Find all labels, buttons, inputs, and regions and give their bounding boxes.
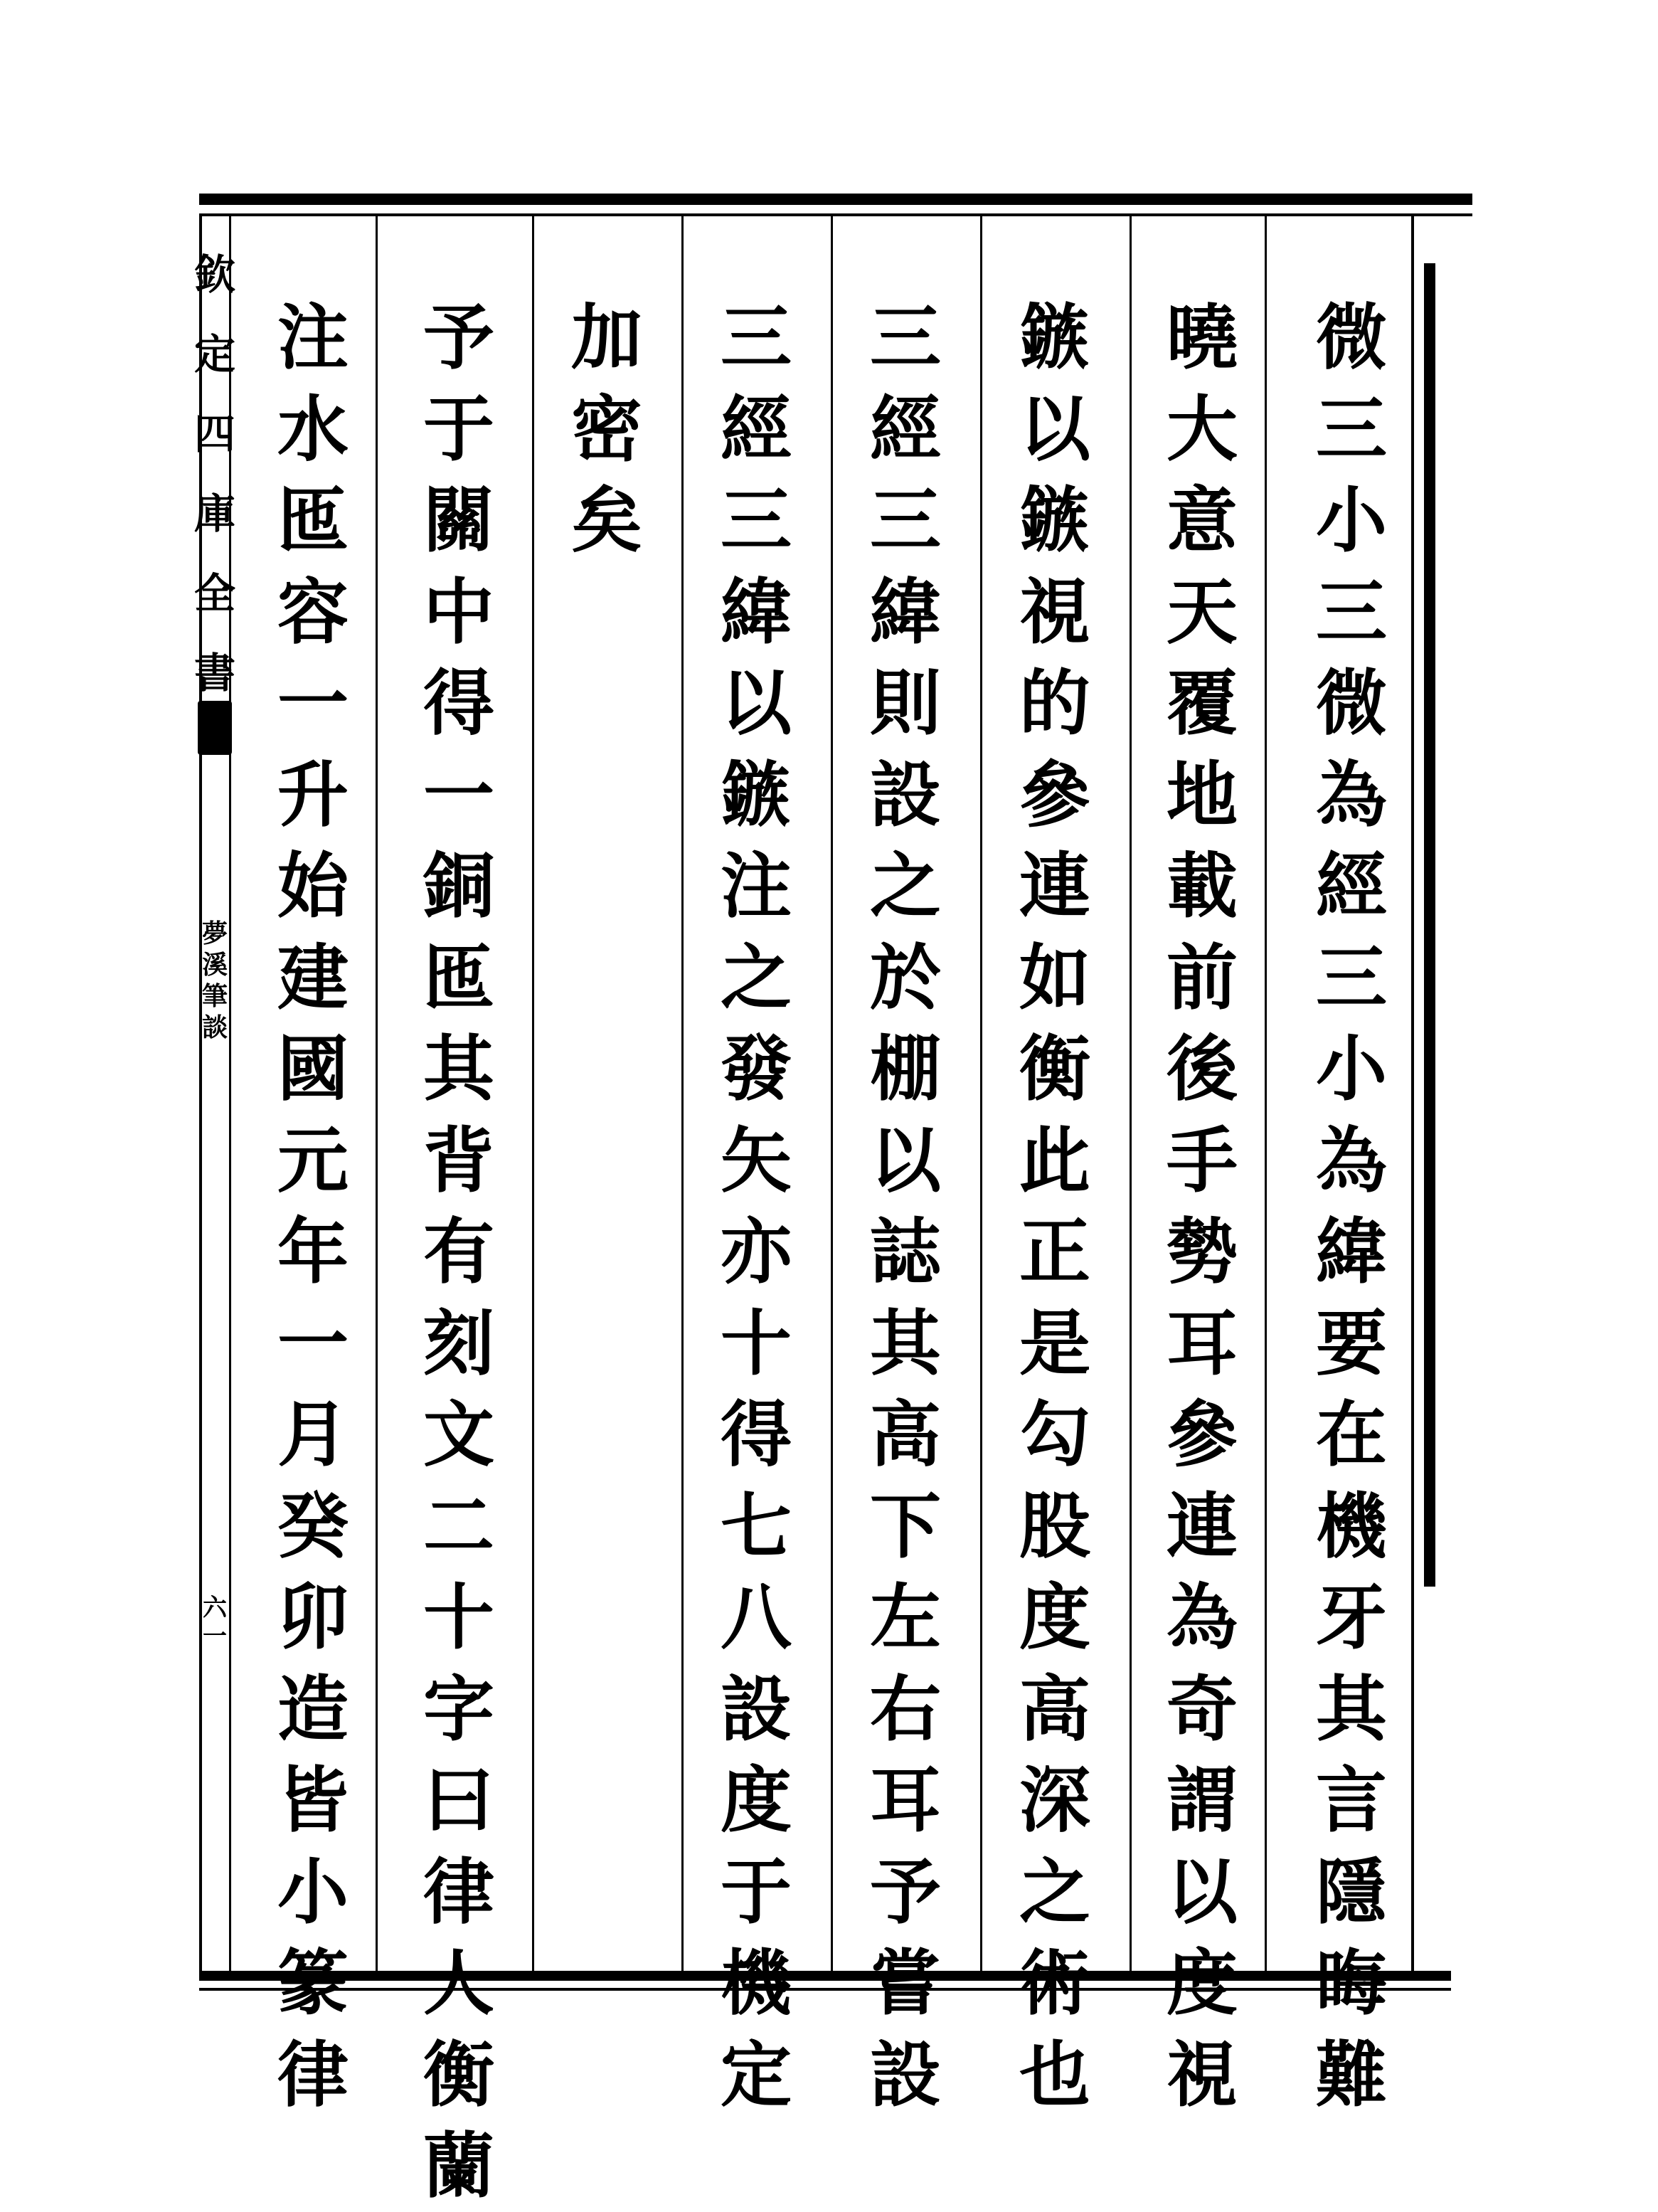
character: 中 xyxy=(423,569,494,654)
character: 全 xyxy=(194,569,236,618)
text-column-2 xyxy=(1156,292,1248,2120)
character: 覆 xyxy=(1167,661,1238,745)
character: 設 xyxy=(721,1666,792,1751)
character: 定 xyxy=(721,2032,792,2117)
character: 始 xyxy=(277,844,349,928)
character: 字 xyxy=(423,1666,494,1751)
character: 左 xyxy=(870,1575,941,1659)
column-divider xyxy=(681,216,684,1971)
character: 有 xyxy=(423,1210,494,1293)
character: 大 xyxy=(1167,386,1238,471)
character: 地 xyxy=(1167,752,1238,837)
character: 注 xyxy=(277,295,349,379)
character: 緯 xyxy=(1316,1210,1387,1293)
character: 以 xyxy=(870,1118,941,1202)
character: 小 xyxy=(277,1849,349,1934)
column-divider xyxy=(532,216,534,1971)
character: 得 xyxy=(721,1392,792,1476)
character: 如 xyxy=(1019,935,1090,1020)
character: 月 xyxy=(277,1392,349,1476)
character: 背 xyxy=(423,1118,494,1202)
character: 牙 xyxy=(1316,1575,1387,1659)
character: 隱 xyxy=(1316,1849,1387,1934)
character: 于 xyxy=(423,386,494,471)
character: 為 xyxy=(1316,752,1387,837)
character: 衡 xyxy=(423,2032,494,2117)
character: 為 xyxy=(1167,1575,1238,1659)
character: 晦 xyxy=(1316,1941,1387,2025)
character: 矢 xyxy=(721,1118,792,1202)
top-border-thick xyxy=(199,194,1472,205)
character: 經 xyxy=(721,386,792,471)
column-divider xyxy=(376,216,378,1971)
character: 欽 xyxy=(194,250,236,299)
character: 文 xyxy=(423,1392,494,1476)
character: 得 xyxy=(423,661,494,745)
character: 股 xyxy=(1019,1483,1090,1568)
character: 一 xyxy=(423,752,494,837)
character: 曰 xyxy=(423,1758,494,1842)
character: 其 xyxy=(423,1027,494,1111)
margin-header xyxy=(194,235,236,713)
character: 予 xyxy=(423,295,494,379)
character: 載 xyxy=(1167,844,1238,928)
text-column-4 xyxy=(859,292,952,2120)
character: 正 xyxy=(1019,1210,1090,1293)
character: 談 xyxy=(201,1012,228,1042)
character: 度 xyxy=(1167,1941,1238,2025)
margin-book-title xyxy=(201,918,229,1043)
character: 微 xyxy=(1316,295,1387,379)
character: 三 xyxy=(1316,569,1387,654)
character: 小 xyxy=(1316,1027,1387,1111)
character: 予 xyxy=(870,1849,941,1934)
character: 銅 xyxy=(423,844,494,928)
character: 勢 xyxy=(1167,1210,1238,1293)
character: 七 xyxy=(721,1483,792,1568)
character: 國 xyxy=(277,1027,349,1111)
character: 緯 xyxy=(870,569,941,654)
character: 發 xyxy=(721,1027,792,1111)
character: 三 xyxy=(721,295,792,379)
character: 高 xyxy=(1019,1666,1090,1751)
character: 其 xyxy=(1316,1666,1387,1751)
character: 之 xyxy=(721,935,792,1020)
right-border-thin xyxy=(1411,213,1414,1978)
character: 密 xyxy=(571,386,642,471)
character: 深 xyxy=(1019,1758,1090,1842)
text-column-3 xyxy=(1009,292,1101,2120)
character: 此 xyxy=(1019,1118,1090,1202)
character: 一 xyxy=(277,661,349,745)
character: 棚 xyxy=(870,1027,941,1111)
character: 關 xyxy=(423,478,494,562)
top-border-thin xyxy=(199,213,1472,216)
character: 造 xyxy=(277,1666,349,1751)
character: 升 xyxy=(277,752,349,837)
character: 視 xyxy=(1167,2032,1238,2117)
character: 元 xyxy=(277,1118,349,1202)
column-divider xyxy=(1265,216,1267,1971)
character: 微 xyxy=(1316,661,1387,745)
bottom-border-thin xyxy=(199,1988,1451,1991)
character: 其 xyxy=(870,1301,941,1385)
character: 謂 xyxy=(1167,1758,1238,1842)
character: 四 xyxy=(194,410,236,458)
text-column-5 xyxy=(710,292,802,2120)
character: 于 xyxy=(721,1849,792,1934)
right-border-thick xyxy=(1424,263,1435,1587)
character: 加 xyxy=(571,295,642,379)
character: 夢 xyxy=(201,919,228,948)
character: 度 xyxy=(721,1758,792,1842)
character: 天 xyxy=(1167,569,1238,654)
column-divider xyxy=(1130,216,1132,1971)
character: 以 xyxy=(1019,386,1090,471)
character: 以 xyxy=(721,661,792,745)
character: 三 xyxy=(870,295,941,379)
character: 鏃 xyxy=(1019,295,1090,379)
character: 三 xyxy=(1316,935,1387,1020)
character: 耳 xyxy=(870,1758,941,1842)
margin-page-number xyxy=(201,1594,229,1651)
character: 勾 xyxy=(1019,1392,1090,1476)
character: 參 xyxy=(1167,1392,1238,1476)
character: 六 xyxy=(203,1594,227,1622)
character: 機 xyxy=(721,1941,792,2025)
character: 二 xyxy=(423,1483,494,1568)
character: 一 xyxy=(203,1622,227,1651)
bottom-border-thick xyxy=(199,1971,1451,1981)
character: 也 xyxy=(1019,2032,1090,2117)
character: 緯 xyxy=(721,569,792,654)
character: 嘗 xyxy=(870,1941,941,2025)
character: 容 xyxy=(277,569,349,654)
character: 經 xyxy=(1316,844,1387,928)
character: 參 xyxy=(1019,752,1090,837)
character: 人 xyxy=(423,1941,494,2025)
character: 的 xyxy=(1019,661,1090,745)
character: 為 xyxy=(1316,1118,1387,1202)
character: 矣 xyxy=(571,478,642,562)
character: 亦 xyxy=(721,1210,792,1293)
character: 三 xyxy=(1316,386,1387,471)
character: 度 xyxy=(1019,1575,1090,1659)
character: 誌 xyxy=(870,1210,941,1293)
character: 律 xyxy=(277,2032,349,2117)
character: 匜 xyxy=(277,478,349,562)
character: 以 xyxy=(1167,1849,1238,1934)
character: 十 xyxy=(423,1575,494,1659)
character: 篆 xyxy=(277,1941,349,2025)
character: 鏃 xyxy=(1019,478,1090,562)
character: 右 xyxy=(870,1666,941,1751)
character: 術 xyxy=(1019,1941,1090,2025)
character: 機 xyxy=(1316,1483,1387,1568)
character: 三 xyxy=(870,478,941,562)
character: 筆 xyxy=(201,981,228,1011)
character: 設 xyxy=(870,2032,941,2117)
character: 則 xyxy=(870,661,941,745)
character: 卯 xyxy=(277,1575,349,1659)
character: 連 xyxy=(1019,844,1090,928)
character: 下 xyxy=(870,1483,941,1568)
character: 十 xyxy=(721,1301,792,1385)
character: 難 xyxy=(1316,2032,1387,2117)
character: 曉 xyxy=(1167,295,1238,379)
character: 年 xyxy=(277,1210,349,1293)
character: 言 xyxy=(1316,1758,1387,1842)
character: 定 xyxy=(194,330,236,379)
character: 癸 xyxy=(277,1483,349,1568)
character: 書 xyxy=(194,649,236,697)
column-divider xyxy=(980,216,982,1971)
character: 連 xyxy=(1167,1483,1238,1568)
character: 設 xyxy=(870,752,941,837)
character: 匜 xyxy=(423,935,494,1020)
character: 鏃 xyxy=(721,752,792,837)
character: 衡 xyxy=(1019,1027,1090,1111)
character: 八 xyxy=(721,1575,792,1659)
character: 三 xyxy=(721,478,792,562)
character: 建 xyxy=(277,935,349,1020)
character: 溪 xyxy=(201,950,228,980)
character: 視 xyxy=(1019,569,1090,654)
character: 前 xyxy=(1167,935,1238,1020)
text-column-7 xyxy=(413,292,505,2212)
character: 皆 xyxy=(277,1758,349,1842)
character: 在 xyxy=(1316,1392,1387,1476)
character: 水 xyxy=(277,386,349,471)
character: 之 xyxy=(1019,1849,1090,1934)
character: 耳 xyxy=(1167,1301,1238,1385)
character: 一 xyxy=(277,1301,349,1385)
character: 經 xyxy=(870,386,941,471)
character: 注 xyxy=(721,844,792,928)
character: 庫 xyxy=(194,490,236,538)
text-column-6 xyxy=(560,292,653,566)
character: 蘭 xyxy=(423,2124,494,2208)
character: 後 xyxy=(1167,1027,1238,1111)
character: 是 xyxy=(1019,1301,1090,1385)
character: 高 xyxy=(870,1392,941,1476)
character: 律 xyxy=(423,1849,494,1934)
column-divider xyxy=(831,216,833,1971)
text-column-1 xyxy=(1305,292,1398,2120)
character: 手 xyxy=(1167,1118,1238,1202)
character: 之 xyxy=(870,844,941,928)
character: 於 xyxy=(870,935,941,1020)
character: 要 xyxy=(1316,1301,1387,1385)
character: 奇 xyxy=(1167,1666,1238,1751)
character: 意 xyxy=(1167,478,1238,562)
text-column-8 xyxy=(267,292,359,2120)
character: 小 xyxy=(1316,478,1387,562)
character: 刻 xyxy=(423,1301,494,1385)
